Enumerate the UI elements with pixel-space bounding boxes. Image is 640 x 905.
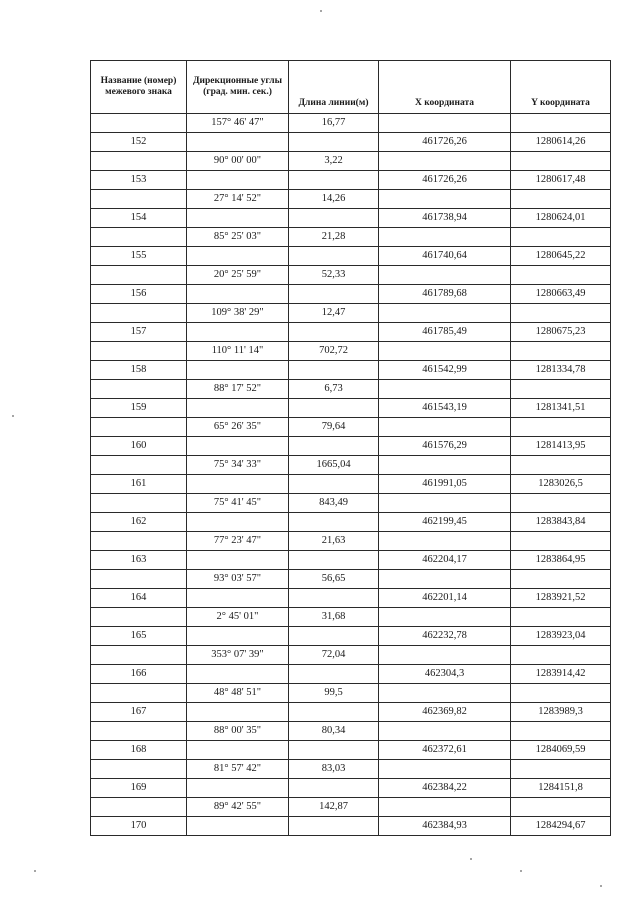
cell-marker-name: 154 xyxy=(91,209,187,228)
cell-x-coordinate: 462384,93 xyxy=(379,817,511,836)
cell-direction-angle xyxy=(187,133,289,152)
segment-row xyxy=(91,152,611,171)
cell-line-length: 56,65 xyxy=(289,570,379,589)
cell-y-coordinate: 1281334,78 xyxy=(511,361,611,380)
cell-direction-angle xyxy=(187,741,289,760)
cell-y-coordinate: 1283843,84 xyxy=(511,513,611,532)
cell-y-coordinate xyxy=(511,266,611,285)
cell-y-coordinate xyxy=(511,418,611,437)
segment-row xyxy=(91,380,611,399)
cell-y-coordinate: 1283923,04 xyxy=(511,627,611,646)
cell-marker-name: 156 xyxy=(91,285,187,304)
cell-x-coordinate: 462304,3 xyxy=(379,665,511,684)
cell-marker-name xyxy=(91,266,187,285)
cell-marker-name xyxy=(91,304,187,323)
cell-direction-angle: 157° 46' 47" xyxy=(187,114,289,133)
cell-line-length xyxy=(289,323,379,342)
cell-x-coordinate xyxy=(379,532,511,551)
header-x-coordinate: X координата xyxy=(379,61,511,114)
cell-x-coordinate xyxy=(379,456,511,475)
cell-marker-name xyxy=(91,114,187,133)
cell-line-length xyxy=(289,627,379,646)
scan-speck xyxy=(320,10,322,12)
cell-direction-angle: 20° 25' 59" xyxy=(187,266,289,285)
cell-y-coordinate: 1283864,95 xyxy=(511,551,611,570)
cell-line-length xyxy=(289,133,379,152)
cell-y-coordinate xyxy=(511,494,611,513)
segment-row xyxy=(91,266,611,285)
segment-row xyxy=(91,722,611,741)
cell-line-length: 80,34 xyxy=(289,722,379,741)
cell-marker-name xyxy=(91,570,187,589)
cell-marker-name xyxy=(91,608,187,627)
cell-y-coordinate: 1284069,59 xyxy=(511,741,611,760)
segment-row xyxy=(91,342,611,361)
cell-marker-name: 167 xyxy=(91,703,187,722)
cell-marker-name xyxy=(91,684,187,703)
cell-direction-angle: 75° 34' 33" xyxy=(187,456,289,475)
cell-y-coordinate xyxy=(511,228,611,247)
cell-line-length xyxy=(289,247,379,266)
segment-row xyxy=(91,228,611,247)
cell-y-coordinate: 1284151,8 xyxy=(511,779,611,798)
cell-line-length xyxy=(289,779,379,798)
cell-y-coordinate xyxy=(511,190,611,209)
cell-line-length: 702,72 xyxy=(289,342,379,361)
cell-line-length xyxy=(289,285,379,304)
cell-marker-name xyxy=(91,190,187,209)
cell-marker-name xyxy=(91,532,187,551)
marker-row xyxy=(91,817,611,836)
marker-row xyxy=(91,475,611,494)
cell-line-length: 16,77 xyxy=(289,114,379,133)
cell-direction-angle xyxy=(187,323,289,342)
cell-line-length xyxy=(289,513,379,532)
cell-x-coordinate: 461543,19 xyxy=(379,399,511,418)
cell-line-length: 99,5 xyxy=(289,684,379,703)
cell-x-coordinate: 462369,82 xyxy=(379,703,511,722)
cell-x-coordinate: 462204,17 xyxy=(379,551,511,570)
cell-direction-angle xyxy=(187,475,289,494)
cell-line-length: 12,47 xyxy=(289,304,379,323)
scan-speck xyxy=(12,415,14,417)
segment-row xyxy=(91,608,611,627)
cell-direction-angle: 353° 07' 39" xyxy=(187,646,289,665)
cell-marker-name xyxy=(91,494,187,513)
scan-speck xyxy=(520,870,522,872)
cell-x-coordinate xyxy=(379,646,511,665)
scan-speck xyxy=(34,870,36,872)
cell-direction-angle xyxy=(187,513,289,532)
cell-line-length: 1665,04 xyxy=(289,456,379,475)
cell-direction-angle: 90° 00' 00" xyxy=(187,152,289,171)
marker-row xyxy=(91,285,611,304)
cell-direction-angle: 88° 00' 35" xyxy=(187,722,289,741)
cell-y-coordinate xyxy=(511,608,611,627)
cell-y-coordinate xyxy=(511,304,611,323)
cell-marker-name: 155 xyxy=(91,247,187,266)
cell-y-coordinate: 1280645,22 xyxy=(511,247,611,266)
segment-row xyxy=(91,760,611,779)
cell-marker-name xyxy=(91,456,187,475)
cell-marker-name: 166 xyxy=(91,665,187,684)
marker-row xyxy=(91,361,611,380)
cell-x-coordinate xyxy=(379,570,511,589)
cell-x-coordinate: 461738,94 xyxy=(379,209,511,228)
cell-line-length: 21,63 xyxy=(289,532,379,551)
cell-marker-name xyxy=(91,228,187,247)
cell-direction-angle xyxy=(187,817,289,836)
cell-direction-angle xyxy=(187,703,289,722)
cell-line-length: 79,64 xyxy=(289,418,379,437)
cell-marker-name xyxy=(91,760,187,779)
cell-line-length xyxy=(289,703,379,722)
cell-line-length: 6,73 xyxy=(289,380,379,399)
cell-x-coordinate xyxy=(379,228,511,247)
cell-direction-angle: 77° 23' 47" xyxy=(187,532,289,551)
cell-direction-angle: 89° 42' 55" xyxy=(187,798,289,817)
cell-direction-angle: 110° 11' 14" xyxy=(187,342,289,361)
cell-direction-angle: 48° 48' 51" xyxy=(187,684,289,703)
cell-x-coordinate xyxy=(379,684,511,703)
cell-line-length: 31,68 xyxy=(289,608,379,627)
cell-x-coordinate xyxy=(379,722,511,741)
cell-direction-angle: 109° 38' 29" xyxy=(187,304,289,323)
cell-marker-name: 157 xyxy=(91,323,187,342)
cell-direction-angle: 88° 17' 52" xyxy=(187,380,289,399)
marker-row xyxy=(91,513,611,532)
segment-row xyxy=(91,532,611,551)
cell-direction-angle xyxy=(187,779,289,798)
cell-direction-angle xyxy=(187,551,289,570)
cell-x-coordinate xyxy=(379,152,511,171)
cell-y-coordinate xyxy=(511,532,611,551)
cell-x-coordinate: 461991,05 xyxy=(379,475,511,494)
cell-marker-name: 160 xyxy=(91,437,187,456)
cell-line-length xyxy=(289,361,379,380)
cell-x-coordinate xyxy=(379,342,511,361)
cell-x-coordinate: 462384,22 xyxy=(379,779,511,798)
cell-x-coordinate xyxy=(379,304,511,323)
cell-line-length: 83,03 xyxy=(289,760,379,779)
cell-line-length: 72,04 xyxy=(289,646,379,665)
cell-x-coordinate: 461726,26 xyxy=(379,133,511,152)
header-marker-name: Название (номер) межевого знака xyxy=(91,61,187,114)
cell-marker-name: 152 xyxy=(91,133,187,152)
marker-row xyxy=(91,323,611,342)
cell-y-coordinate xyxy=(511,342,611,361)
cell-y-coordinate xyxy=(511,646,611,665)
cell-y-coordinate xyxy=(511,760,611,779)
segment-row xyxy=(91,304,611,323)
cell-x-coordinate: 461785,49 xyxy=(379,323,511,342)
cell-x-coordinate: 462372,61 xyxy=(379,741,511,760)
cell-x-coordinate: 461789,68 xyxy=(379,285,511,304)
cell-marker-name xyxy=(91,798,187,817)
cell-x-coordinate: 462199,45 xyxy=(379,513,511,532)
cell-x-coordinate: 462232,78 xyxy=(379,627,511,646)
cell-marker-name: 153 xyxy=(91,171,187,190)
cell-y-coordinate xyxy=(511,684,611,703)
marker-row xyxy=(91,589,611,608)
cell-direction-angle xyxy=(187,285,289,304)
cell-direction-angle xyxy=(187,627,289,646)
header-y-coordinate: Y координата xyxy=(511,61,611,114)
cell-direction-angle xyxy=(187,589,289,608)
marker-row xyxy=(91,133,611,152)
cell-line-length: 3,22 xyxy=(289,152,379,171)
cell-direction-angle: 93° 03' 57" xyxy=(187,570,289,589)
cell-direction-angle: 65° 26' 35" xyxy=(187,418,289,437)
cell-y-coordinate: 1280617,48 xyxy=(511,171,611,190)
cell-line-length xyxy=(289,817,379,836)
cell-marker-name: 168 xyxy=(91,741,187,760)
cell-direction-angle xyxy=(187,361,289,380)
marker-row xyxy=(91,703,611,722)
segment-row xyxy=(91,494,611,513)
cell-marker-name xyxy=(91,152,187,171)
cell-marker-name xyxy=(91,418,187,437)
marker-row xyxy=(91,171,611,190)
cell-y-coordinate xyxy=(511,456,611,475)
cell-marker-name xyxy=(91,380,187,399)
cell-y-coordinate: 1283989,3 xyxy=(511,703,611,722)
cell-line-length: 21,28 xyxy=(289,228,379,247)
marker-row xyxy=(91,665,611,684)
marker-row xyxy=(91,627,611,646)
cell-marker-name: 161 xyxy=(91,475,187,494)
boundary-coordinates-table xyxy=(90,60,611,836)
cell-y-coordinate: 1280663,49 xyxy=(511,285,611,304)
cell-y-coordinate: 1280624,01 xyxy=(511,209,611,228)
cell-marker-name: 163 xyxy=(91,551,187,570)
cell-direction-angle xyxy=(187,665,289,684)
cell-direction-angle: 85° 25' 03" xyxy=(187,228,289,247)
segment-row xyxy=(91,114,611,133)
cell-y-coordinate xyxy=(511,114,611,133)
header-line-length: Длина линии(м) xyxy=(289,61,379,114)
cell-line-length: 14,26 xyxy=(289,190,379,209)
cell-y-coordinate xyxy=(511,570,611,589)
cell-y-coordinate: 1280614,26 xyxy=(511,133,611,152)
cell-direction-angle: 81° 57' 42" xyxy=(187,760,289,779)
cell-y-coordinate: 1281341,51 xyxy=(511,399,611,418)
cell-line-length: 52,33 xyxy=(289,266,379,285)
cell-direction-angle: 75° 41' 45" xyxy=(187,494,289,513)
cell-y-coordinate xyxy=(511,798,611,817)
cell-x-coordinate xyxy=(379,418,511,437)
cell-line-length xyxy=(289,665,379,684)
cell-marker-name xyxy=(91,342,187,361)
cell-marker-name xyxy=(91,646,187,665)
cell-direction-angle xyxy=(187,171,289,190)
marker-row xyxy=(91,551,611,570)
segment-row xyxy=(91,798,611,817)
cell-line-length xyxy=(289,589,379,608)
cell-y-coordinate xyxy=(511,380,611,399)
marker-row xyxy=(91,741,611,760)
cell-marker-name: 170 xyxy=(91,817,187,836)
cell-x-coordinate xyxy=(379,608,511,627)
cell-y-coordinate: 1284294,67 xyxy=(511,817,611,836)
cell-line-length xyxy=(289,171,379,190)
cell-x-coordinate xyxy=(379,190,511,209)
cell-y-coordinate xyxy=(511,152,611,171)
marker-row xyxy=(91,247,611,266)
segment-row xyxy=(91,456,611,475)
cell-x-coordinate xyxy=(379,798,511,817)
segment-row xyxy=(91,646,611,665)
cell-direction-angle xyxy=(187,209,289,228)
cell-marker-name: 158 xyxy=(91,361,187,380)
segment-row xyxy=(91,418,611,437)
cell-line-length xyxy=(289,475,379,494)
marker-row xyxy=(91,437,611,456)
scan-speck xyxy=(600,885,602,887)
cell-x-coordinate xyxy=(379,114,511,133)
cell-direction-angle xyxy=(187,247,289,266)
cell-line-length xyxy=(289,437,379,456)
cell-y-coordinate xyxy=(511,722,611,741)
scan-speck xyxy=(470,858,472,860)
marker-row xyxy=(91,209,611,228)
cell-direction-angle: 2° 45' 01" xyxy=(187,608,289,627)
cell-line-length xyxy=(289,209,379,228)
cell-direction-angle xyxy=(187,399,289,418)
cell-y-coordinate: 1283914,42 xyxy=(511,665,611,684)
cell-x-coordinate: 461740,64 xyxy=(379,247,511,266)
cell-line-length: 142,87 xyxy=(289,798,379,817)
segment-row xyxy=(91,570,611,589)
table-header-row xyxy=(91,61,611,114)
cell-x-coordinate: 461542,99 xyxy=(379,361,511,380)
marker-row xyxy=(91,399,611,418)
table-body xyxy=(91,114,611,836)
cell-marker-name: 159 xyxy=(91,399,187,418)
segment-row xyxy=(91,190,611,209)
cell-direction-angle xyxy=(187,437,289,456)
cell-line-length xyxy=(289,551,379,570)
cell-x-coordinate: 461576,29 xyxy=(379,437,511,456)
cell-x-coordinate xyxy=(379,380,511,399)
cell-marker-name: 169 xyxy=(91,779,187,798)
cell-marker-name: 162 xyxy=(91,513,187,532)
cell-y-coordinate: 1281413,95 xyxy=(511,437,611,456)
cell-marker-name xyxy=(91,722,187,741)
cell-direction-angle: 27° 14' 52" xyxy=(187,190,289,209)
marker-row xyxy=(91,779,611,798)
cell-y-coordinate: 1283921,52 xyxy=(511,589,611,608)
cell-marker-name: 164 xyxy=(91,589,187,608)
cell-x-coordinate xyxy=(379,760,511,779)
segment-row xyxy=(91,684,611,703)
cell-line-length xyxy=(289,741,379,760)
cell-marker-name: 165 xyxy=(91,627,187,646)
cell-y-coordinate: 1280675,23 xyxy=(511,323,611,342)
header-direction-angle: Дирекционные углы (град. мин. сек.) xyxy=(187,61,289,114)
cell-x-coordinate: 461726,26 xyxy=(379,171,511,190)
cell-x-coordinate xyxy=(379,494,511,513)
cell-x-coordinate: 462201,14 xyxy=(379,589,511,608)
cell-line-length xyxy=(289,399,379,418)
cell-line-length: 843,49 xyxy=(289,494,379,513)
cell-x-coordinate xyxy=(379,266,511,285)
cell-y-coordinate: 1283026,5 xyxy=(511,475,611,494)
